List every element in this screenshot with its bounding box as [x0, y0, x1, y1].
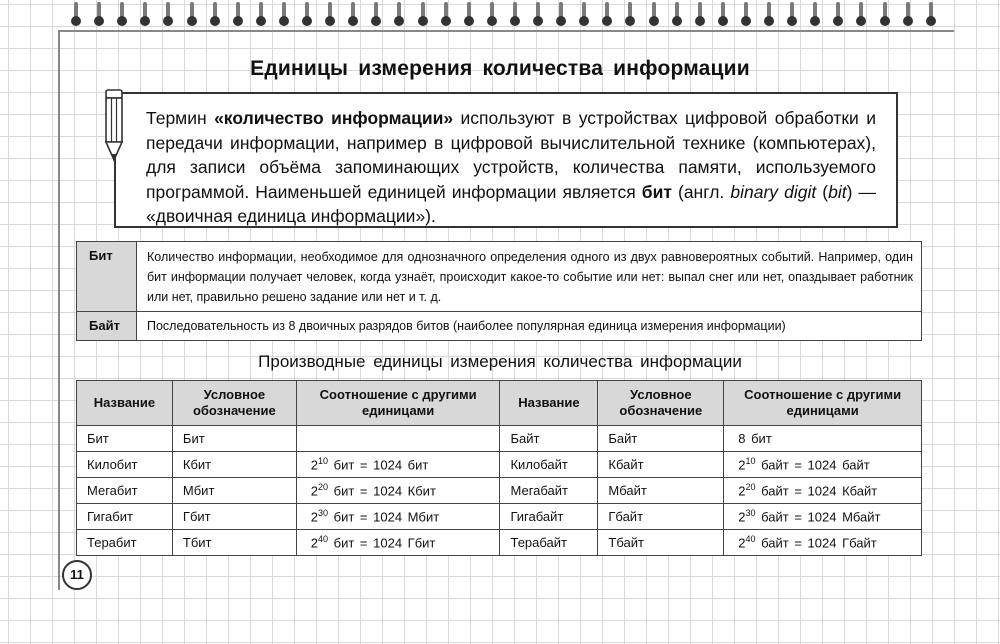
spiral-ring	[487, 2, 497, 28]
spiral-ring	[833, 2, 843, 28]
spiral-ring	[741, 2, 751, 28]
spiral-ring	[903, 2, 913, 28]
column-header: Соотношение с другими единицами	[296, 381, 500, 426]
spiral-ring	[602, 2, 612, 28]
definition-text: Последовательность из 8 двоичных разрядов битов (наиболее популярная единица измерения информации)	[137, 312, 922, 341]
spiral-ring	[117, 2, 127, 28]
units-table	[76, 380, 922, 556]
spiral-ring	[279, 2, 289, 28]
spiral-ring	[325, 2, 335, 28]
spiral-ring	[233, 2, 243, 28]
definition-term: Бит	[77, 242, 137, 312]
definition-row	[77, 312, 922, 341]
term-definition-box	[114, 92, 898, 228]
unit-name: Гигабит	[77, 504, 173, 530]
unit-relation	[296, 426, 500, 452]
unit-relation: $2^{20}$ бит = 1024 Кбит	[296, 478, 500, 504]
spiral-ring	[787, 2, 797, 28]
spiral-binding	[0, 0, 1000, 30]
unit-name: Терабит	[77, 530, 173, 556]
table-row	[77, 504, 922, 530]
bit-highlight: бит	[641, 181, 672, 202]
unit-symbol: Кбит	[172, 452, 296, 478]
spiral-ring	[418, 2, 428, 28]
spiral-ring	[649, 2, 659, 28]
table-row	[77, 478, 922, 504]
definitions-table	[76, 241, 922, 341]
unit-symbol: Байт	[598, 426, 724, 452]
unit-relation: $2^{30}$ бит = 1024 Мбит	[296, 504, 500, 530]
section-subtitle: Производные единицы измерения количества информации	[258, 352, 742, 371]
unit-relation: $2^{20}$ байт = 1024 Кбайт	[724, 478, 922, 504]
spiral-ring	[764, 2, 774, 28]
definition-text: Количество информации, необходимое для однозначного определения одного из двух равновероятных событий. Например, один бит информации получает человек, когда узнаёт, происходит какое-то событие или нет: выпал снег или нет, опаздывает работник или нет, правильно решено задание или нет и т. д.	[137, 242, 922, 312]
spiral-ring	[672, 2, 682, 28]
unit-symbol: Мбит	[172, 478, 296, 504]
unit-symbol: Гбит	[172, 504, 296, 530]
spiral-ring	[579, 2, 589, 28]
spiral-ring	[926, 2, 936, 28]
unit-name: Килобит	[77, 452, 173, 478]
spiral-ring	[302, 2, 312, 28]
unit-relation: $2^{40}$ байт = 1024 Гбайт	[724, 530, 922, 556]
unit-name: Гигабайт	[500, 504, 598, 530]
page-number: 11	[62, 560, 92, 590]
spiral-ring	[718, 2, 728, 28]
spiral-ring	[880, 2, 890, 28]
unit-symbol: Гбайт	[598, 504, 724, 530]
spiral-ring	[625, 2, 635, 28]
column-header: Название	[500, 381, 598, 426]
spiral-ring	[187, 2, 197, 28]
column-header: Условное обозначение	[598, 381, 724, 426]
spiral-ring	[556, 2, 566, 28]
definition-term: Байт	[77, 312, 137, 341]
spiral-ring	[140, 2, 150, 28]
unit-name: Килобайт	[500, 452, 598, 478]
unit-name: Бит	[77, 426, 173, 452]
unit-relation: $2^{10}$ бит = 1024 бит	[296, 452, 500, 478]
unit-symbol: Тбайт	[598, 530, 724, 556]
unit-symbol: Кбайт	[598, 452, 724, 478]
spiral-ring	[856, 2, 866, 28]
spiral-ring	[695, 2, 705, 28]
unit-symbol: Бит	[172, 426, 296, 452]
column-header: Соотношение с другими единицами	[724, 381, 922, 426]
spiral-ring	[441, 2, 451, 28]
unit-symbol: Мбайт	[598, 478, 724, 504]
spiral-ring	[71, 2, 81, 28]
table-row	[77, 452, 922, 478]
unit-relation: 8 бит	[724, 426, 922, 452]
spiral-ring	[94, 2, 104, 28]
unit-name: Байт	[500, 426, 598, 452]
unit-name: Мегабайт	[500, 478, 598, 504]
page-title: Единицы измерения количества информации	[250, 57, 750, 80]
column-header: Название	[77, 381, 173, 426]
spiral-ring	[510, 2, 520, 28]
unit-name: Мегабит	[77, 478, 173, 504]
spiral-ring	[371, 2, 381, 28]
column-header: Условное обозначение	[172, 381, 296, 426]
unit-relation: $2^{30}$ байт = 1024 Мбайт	[724, 504, 922, 530]
unit-relation: $2^{40}$ бит = 1024 Гбит	[296, 530, 500, 556]
term-highlight: «количество информации»	[214, 108, 454, 128]
spiral-ring	[210, 2, 220, 28]
spiral-ring	[256, 2, 266, 28]
spiral-ring	[533, 2, 543, 28]
unit-name: Терабайт	[500, 530, 598, 556]
spiral-ring	[163, 2, 173, 28]
table-row	[77, 426, 922, 452]
pencil-icon	[96, 86, 132, 166]
spiral-ring	[810, 2, 820, 28]
table-row	[77, 530, 922, 556]
unit-symbol: Тбит	[172, 530, 296, 556]
term-paragraph: Термин «количество информации» используют в устройствах цифровой обработки и передачи информации, например в цифровой вычислительной технике (компьютерах), для записи объёма запоминающих устройств, количества памяти, используемого программой. Наименьшей единицей информации является бит (англ. binary digit (bit) — «двоичная единица информации»).	[146, 108, 877, 226]
table-header-row	[77, 381, 922, 426]
spiral-ring	[464, 2, 474, 28]
spiral-ring	[394, 2, 404, 28]
definition-row	[77, 242, 922, 312]
unit-relation: $2^{10}$ байт = 1024 байт	[724, 452, 922, 478]
spiral-ring	[348, 2, 358, 28]
